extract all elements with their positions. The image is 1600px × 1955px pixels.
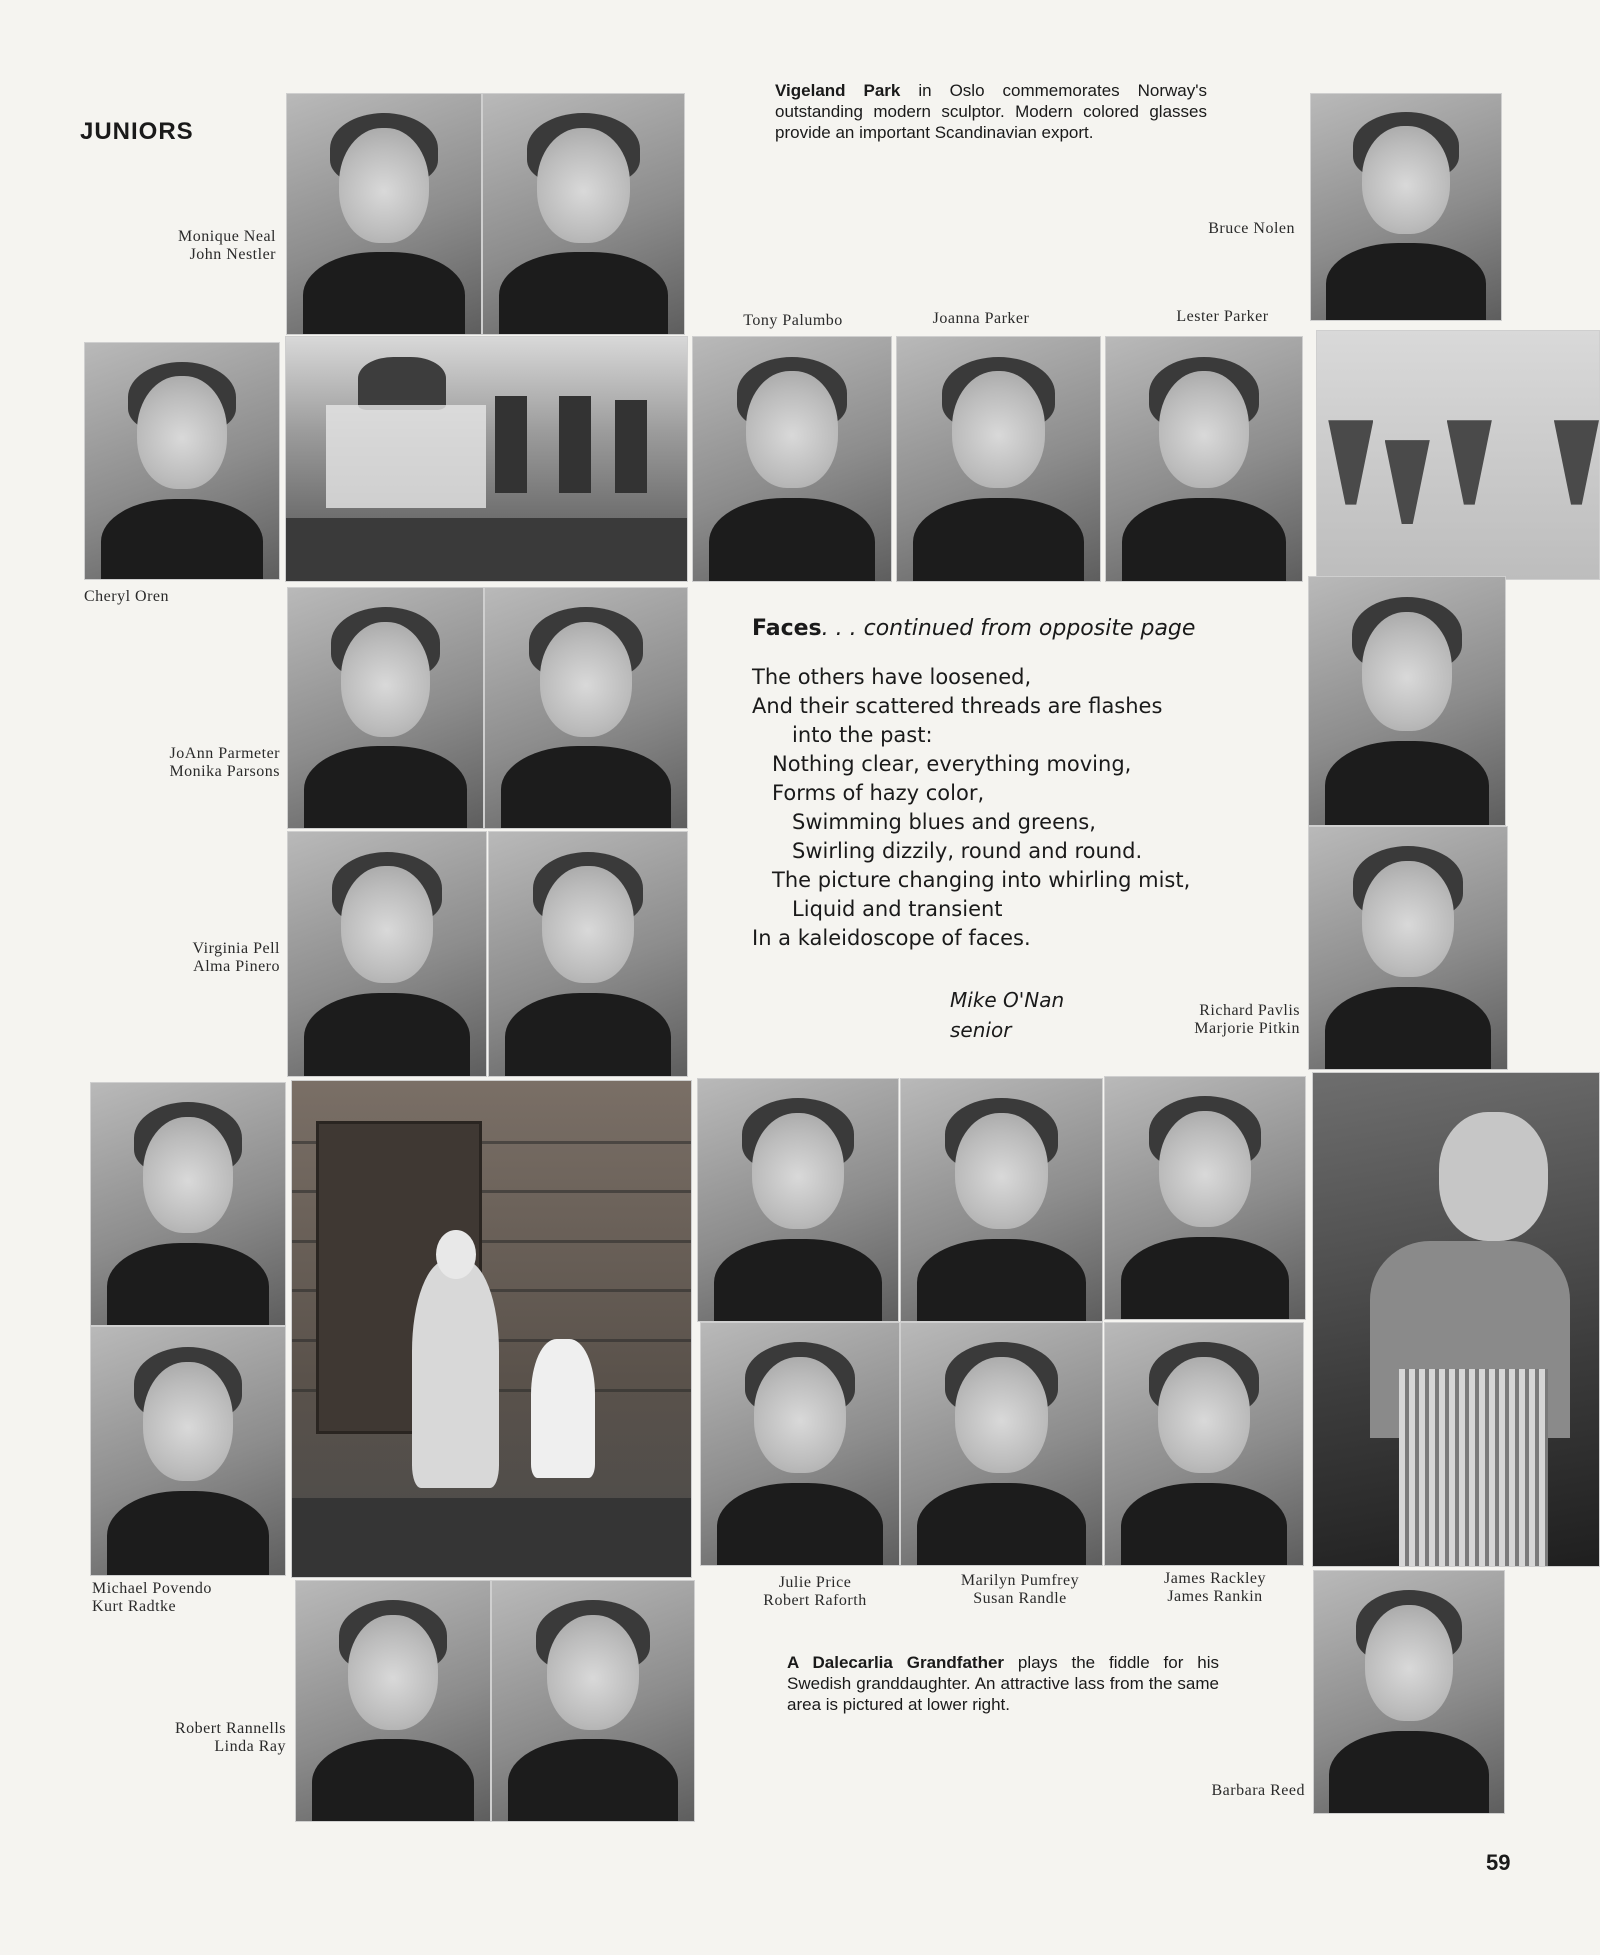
dalecarlia-caption-lead: A Dalecarlia Grandfather — [787, 1653, 1005, 1672]
name-monika-parsons: Monika Parsons — [169, 763, 280, 780]
name-julie-price: Julie Price — [778, 1574, 852, 1591]
name-susan-randle: Susan Randle — [973, 1590, 1067, 1607]
poem-line: The picture changing into whirling mist, — [752, 868, 1191, 892]
portrait-monique-neal — [286, 93, 482, 335]
faces-poem — [752, 616, 1272, 953]
poem-title: Faces — [752, 616, 822, 641]
dalecarlia-grandfather-photo — [291, 1080, 692, 1578]
poem-body — [752, 663, 1272, 953]
poem-title-line — [752, 616, 1272, 641]
name-barbara-reed: Barbara Reed — [1211, 1782, 1305, 1799]
vigeland-caption-text: in Oslo commemorates Norway's outstanding modern sculptor. Modern colored glasses provide an important Scandinavian export. — [775, 81, 1207, 142]
names-price-raforth — [750, 1574, 880, 1610]
name-virginia-pell: Virginia Pell — [192, 940, 280, 957]
portrait-kurt-radtke — [90, 1326, 286, 1576]
page-number: 59 — [1486, 1850, 1511, 1875]
portrait-julie-price — [697, 1078, 899, 1322]
poem-line: Swimming blues and greens, — [752, 810, 1096, 834]
names-rackley-rankin — [1150, 1570, 1280, 1606]
portrait-robert-raforth — [700, 1322, 900, 1566]
portrait-monika-parsons — [484, 587, 688, 829]
poem-line: Nothing clear, everything moving, — [752, 752, 1132, 776]
poem-line: Swirling dizzily, round and round. — [752, 839, 1143, 863]
portrait-susan-randle — [900, 1322, 1103, 1566]
portrait-michael-povendo — [90, 1082, 286, 1326]
vigeland-caption-lead: Vigeland Park — [775, 81, 901, 100]
poem-subtitle: . . . continued from opposite page — [821, 616, 1196, 641]
name-lester-parker: Lester Parker — [1176, 308, 1269, 325]
name-joanna-parker: Joanna Parker — [932, 310, 1030, 327]
swedish-lass-photo — [1312, 1072, 1600, 1567]
poem-line: The others have loosened, — [752, 665, 1032, 689]
portrait-james-rackley — [1104, 1076, 1306, 1320]
portrait-marjorie-pitkin — [1308, 826, 1508, 1070]
name-john-nestler: John Nestler — [189, 246, 276, 263]
name-richard-pavlis: Richard Pavlis — [1199, 1002, 1300, 1019]
names-parmeter-parsons — [110, 745, 280, 781]
names-pumfrey-randle — [940, 1572, 1100, 1608]
name-tony-palumbo: Tony Palumbo — [743, 312, 843, 329]
poem-line: into the past: — [752, 723, 933, 747]
names-pell-pinero — [110, 940, 280, 976]
colored-glasses-photo — [1316, 330, 1600, 580]
dalecarlia-caption-text: plays the fiddle for his Swedish granddaughter. An attractive lass from the same area is pictured at lower right. — [787, 1653, 1219, 1714]
poem-author-class: senior — [950, 1018, 1012, 1042]
portrait-marilyn-pumfrey — [900, 1078, 1103, 1322]
name-james-rankin: James Rankin — [1167, 1588, 1263, 1605]
name-marilyn-pumfrey: Marilyn Pumfrey — [960, 1572, 1080, 1589]
name-james-rackley: James Rackley — [1163, 1570, 1267, 1587]
name-kurt-radtke: Kurt Radtke — [92, 1598, 177, 1615]
portrait-tony-palumbo — [692, 336, 892, 582]
name-cheryl-oren: Cheryl Oren — [84, 588, 170, 605]
portrait-cheryl-oren — [84, 342, 280, 580]
portrait-linda-ray — [491, 1580, 695, 1822]
portrait-barbara-reed — [1313, 1570, 1505, 1814]
portrait-alma-pinero — [488, 831, 688, 1077]
names-neal-nestler — [110, 228, 276, 264]
names-rannells-ray — [120, 1720, 286, 1756]
vigeland-park-photo — [285, 336, 688, 582]
poem-line: Forms of hazy color, — [752, 781, 985, 805]
dalecarlia-caption — [787, 1652, 1219, 1715]
section-title: JUNIORS — [80, 118, 194, 145]
portrait-robert-rannells — [295, 1580, 491, 1822]
name-linda-ray: Linda Ray — [214, 1738, 286, 1755]
name-robert-rannells: Robert Rannells — [174, 1720, 286, 1737]
name-michael-povendo: Michael Povendo — [92, 1580, 212, 1597]
name-joann-parmeter: JoAnn Parmeter — [169, 745, 280, 762]
vigeland-caption — [775, 80, 1207, 143]
poem-attribution — [950, 985, 1064, 1045]
portrait-joann-parmeter — [287, 587, 484, 829]
portrait-john-nestler — [482, 93, 685, 335]
portrait-virginia-pell — [287, 831, 487, 1077]
portrait-richard-pavlis — [1308, 576, 1506, 826]
names-povendo-radtke — [92, 1580, 212, 1616]
name-marjorie-pitkin: Marjorie Pitkin — [1194, 1020, 1300, 1037]
poem-line: In a kaleidoscope of faces. — [752, 926, 1031, 950]
portrait-bruce-nolen — [1310, 93, 1502, 321]
name-bruce-nolen: Bruce Nolen — [1208, 220, 1295, 237]
portrait-lester-parker — [1105, 336, 1303, 582]
name-alma-pinero: Alma Pinero — [193, 958, 280, 975]
portrait-james-rankin — [1104, 1322, 1304, 1566]
name-monique-neal: Monique Neal — [178, 228, 276, 245]
poem-line: And their scattered threads are flashes — [752, 694, 1163, 718]
names-pavlis-pitkin — [1120, 1002, 1300, 1038]
portrait-joanna-parker — [896, 336, 1101, 582]
name-robert-raforth: Robert Raforth — [763, 1592, 867, 1609]
poem-line: Liquid and transient — [752, 897, 1003, 921]
poem-author: Mike O'Nan — [950, 988, 1065, 1012]
